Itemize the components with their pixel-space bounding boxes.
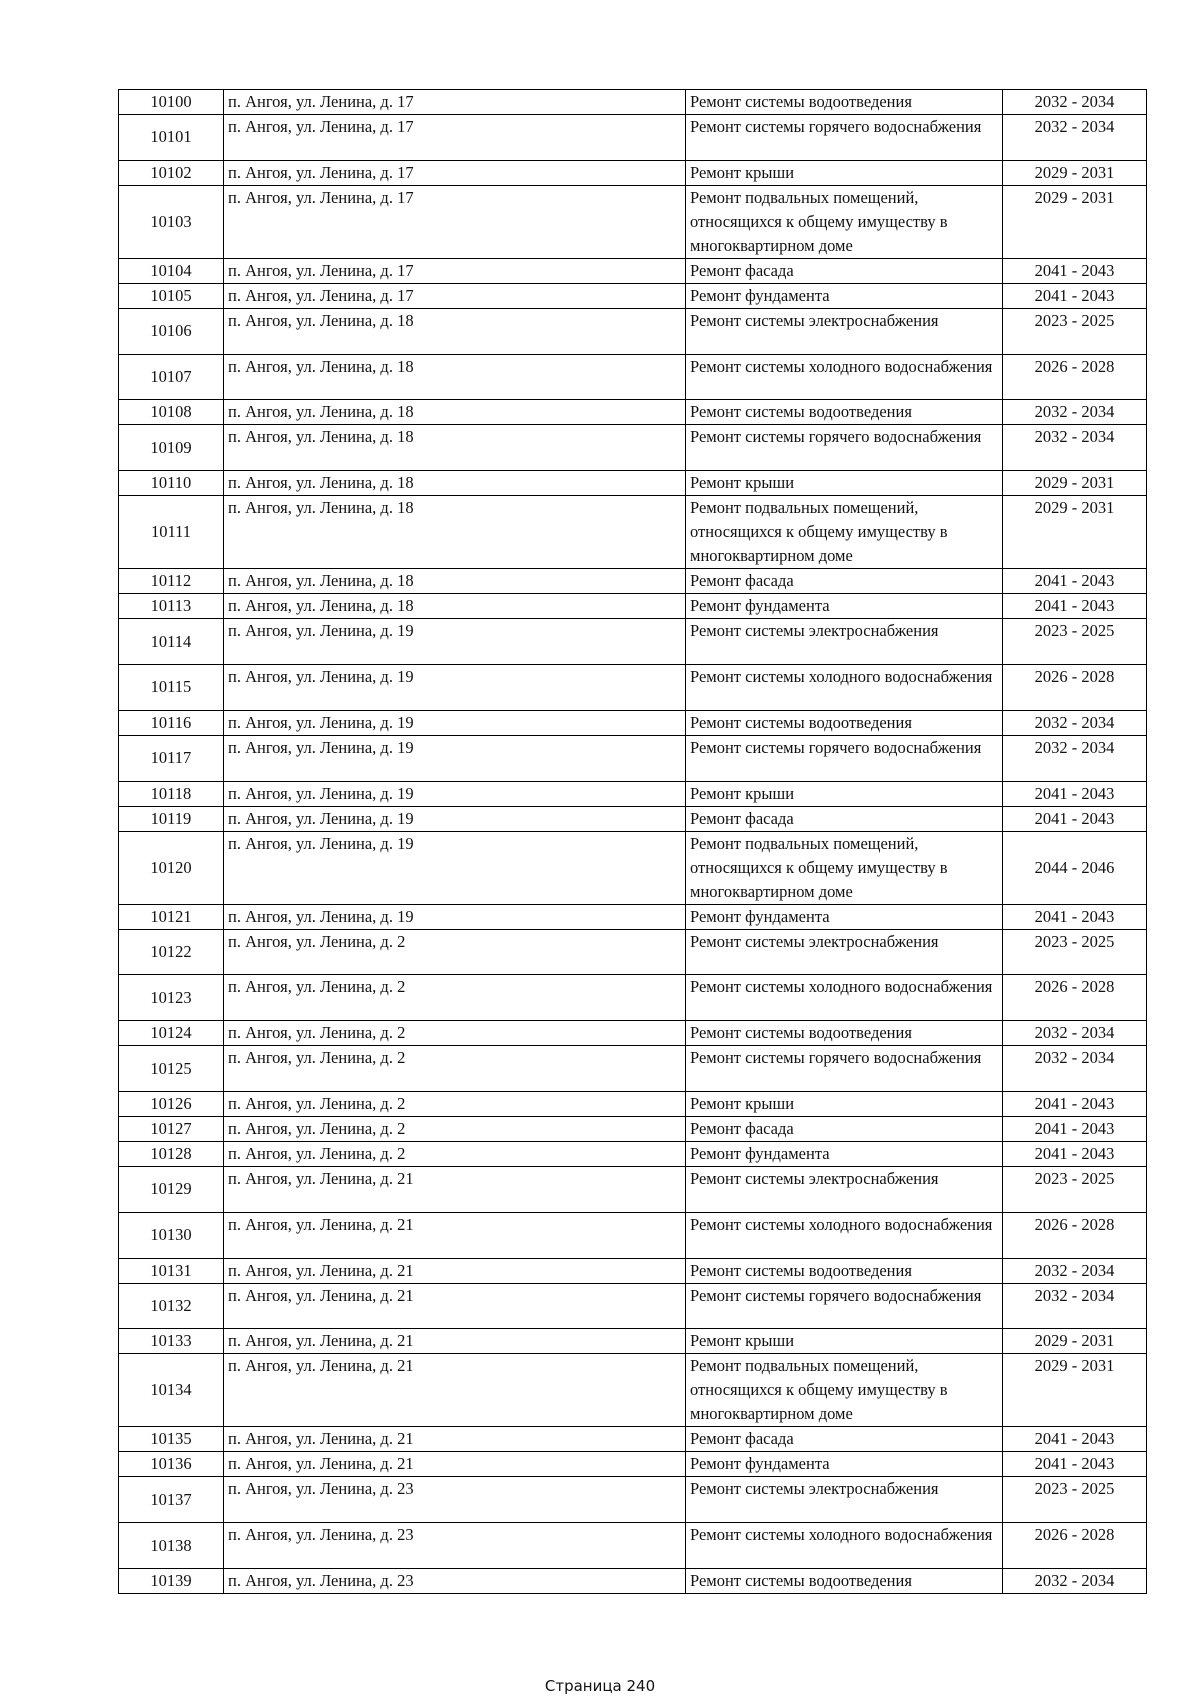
period-cell: 2041 - 2043 xyxy=(1003,1116,1147,1141)
address-cell: п. Ангоя, ул. Ленина, д. 21 xyxy=(224,1283,686,1329)
table-body xyxy=(119,90,1147,1594)
period-cell: 2026 - 2028 xyxy=(1003,975,1147,1021)
table-row xyxy=(119,1258,1147,1283)
table-row xyxy=(119,710,1147,735)
period-cell: 2041 - 2043 xyxy=(1003,1141,1147,1166)
period-cell: 2032 - 2034 xyxy=(1003,1021,1147,1046)
period-cell: 2032 - 2034 xyxy=(1003,425,1147,471)
work-type-cell: Ремонт системы водоотведения xyxy=(686,710,1003,735)
address-cell: п. Ангоя, ул. Ленина, д. 21 xyxy=(224,1329,686,1354)
period-cell: 2029 - 2031 xyxy=(1003,160,1147,185)
period-cell: 2026 - 2028 xyxy=(1003,664,1147,710)
period-cell: 2041 - 2043 xyxy=(1003,569,1147,594)
address-cell: п. Ангоя, ул. Ленина, д. 2 xyxy=(224,1116,686,1141)
row-number-cell: 10112 xyxy=(119,569,224,594)
work-type-cell: Ремонт фундамента xyxy=(686,283,1003,308)
row-number-cell: 10105 xyxy=(119,283,224,308)
work-type-cell: Ремонт системы электроснабжения xyxy=(686,619,1003,665)
work-type-cell: Ремонт системы горячего водоснабжения xyxy=(686,115,1003,161)
address-cell: п. Ангоя, ул. Ленина, д. 17 xyxy=(224,160,686,185)
period-cell: 2041 - 2043 xyxy=(1003,1427,1147,1452)
address-cell: п. Ангоя, ул. Ленина, д. 2 xyxy=(224,1046,686,1092)
work-type-cell: Ремонт системы электроснабжения xyxy=(686,1477,1003,1523)
period-cell: 2041 - 2043 xyxy=(1003,781,1147,806)
period-cell: 2023 - 2025 xyxy=(1003,308,1147,354)
row-number-cell: 10119 xyxy=(119,806,224,831)
row-number-cell: 10114 xyxy=(119,619,224,665)
row-number-cell: 10130 xyxy=(119,1212,224,1258)
work-type-cell: Ремонт системы холодного водоснабжения xyxy=(686,1523,1003,1569)
address-cell: п. Ангоя, ул. Ленина, д. 21 xyxy=(224,1452,686,1477)
row-number-cell: 10115 xyxy=(119,664,224,710)
period-cell: 2026 - 2028 xyxy=(1003,354,1147,400)
table-row xyxy=(119,1568,1147,1593)
work-type-cell: Ремонт подвальных помещений, относящихся к общему имуществу в многоквартирном доме xyxy=(686,185,1003,258)
row-number-cell: 10106 xyxy=(119,308,224,354)
table-row xyxy=(119,1354,1147,1427)
period-cell: 2041 - 2043 xyxy=(1003,904,1147,929)
period-cell: 2041 - 2043 xyxy=(1003,258,1147,283)
row-number-cell: 10107 xyxy=(119,354,224,400)
row-number-cell: 10135 xyxy=(119,1427,224,1452)
period-cell: 2032 - 2034 xyxy=(1003,400,1147,425)
address-cell: п. Ангоя, ул. Ленина, д. 23 xyxy=(224,1568,686,1593)
address-cell: п. Ангоя, ул. Ленина, д. 21 xyxy=(224,1427,686,1452)
address-cell: п. Ангоя, ул. Ленина, д. 17 xyxy=(224,283,686,308)
address-cell: п. Ангоя, ул. Ленина, д. 18 xyxy=(224,425,686,471)
work-type-cell: Ремонт системы холодного водоснабжения xyxy=(686,975,1003,1021)
address-cell: п. Ангоя, ул. Ленина, д. 17 xyxy=(224,115,686,161)
work-type-cell: Ремонт системы водоотведения xyxy=(686,400,1003,425)
address-cell: п. Ангоя, ул. Ленина, д. 23 xyxy=(224,1477,686,1523)
row-number-cell: 10124 xyxy=(119,1021,224,1046)
address-cell: п. Ангоя, ул. Ленина, д. 19 xyxy=(224,831,686,904)
table-row xyxy=(119,1452,1147,1477)
work-type-cell: Ремонт системы горячего водоснабжения xyxy=(686,735,1003,781)
period-cell: 2041 - 2043 xyxy=(1003,1091,1147,1116)
table-row xyxy=(119,115,1147,161)
row-number-cell: 10126 xyxy=(119,1091,224,1116)
work-type-cell: Ремонт системы электроснабжения xyxy=(686,1166,1003,1212)
work-type-cell: Ремонт подвальных помещений, относящихся к общему имуществу в многоквартирном доме xyxy=(686,1354,1003,1427)
address-cell: п. Ангоя, ул. Ленина, д. 18 xyxy=(224,569,686,594)
address-cell: п. Ангоя, ул. Ленина, д. 23 xyxy=(224,1523,686,1569)
row-number-cell: 10137 xyxy=(119,1477,224,1523)
work-type-cell: Ремонт фундамента xyxy=(686,904,1003,929)
address-cell: п. Ангоя, ул. Ленина, д. 18 xyxy=(224,308,686,354)
work-type-cell: Ремонт крыши xyxy=(686,1091,1003,1116)
table-row xyxy=(119,1329,1147,1354)
period-cell: 2032 - 2034 xyxy=(1003,90,1147,115)
period-cell: 2032 - 2034 xyxy=(1003,735,1147,781)
row-number-cell: 10117 xyxy=(119,735,224,781)
table-row xyxy=(119,1091,1147,1116)
table-row xyxy=(119,1477,1147,1523)
work-type-cell: Ремонт фундамента xyxy=(686,1141,1003,1166)
work-type-cell: Ремонт системы электроснабжения xyxy=(686,929,1003,975)
table-row xyxy=(119,1116,1147,1141)
table-row xyxy=(119,1212,1147,1258)
period-cell: 2026 - 2028 xyxy=(1003,1212,1147,1258)
work-type-cell: Ремонт системы водоотведения xyxy=(686,1568,1003,1593)
period-cell: 2029 - 2031 xyxy=(1003,471,1147,496)
row-number-cell: 10100 xyxy=(119,90,224,115)
table-row xyxy=(119,185,1147,258)
row-number-cell: 10111 xyxy=(119,496,224,569)
table-row xyxy=(119,904,1147,929)
row-number-cell: 10108 xyxy=(119,400,224,425)
period-cell: 2032 - 2034 xyxy=(1003,1258,1147,1283)
row-number-cell: 10104 xyxy=(119,258,224,283)
period-cell: 2023 - 2025 xyxy=(1003,1166,1147,1212)
address-cell: п. Ангоя, ул. Ленина, д. 17 xyxy=(224,258,686,283)
address-cell: п. Ангоя, ул. Ленина, д. 19 xyxy=(224,735,686,781)
row-number-cell: 10116 xyxy=(119,710,224,735)
row-number-cell: 10120 xyxy=(119,831,224,904)
row-number-cell: 10110 xyxy=(119,471,224,496)
address-cell: п. Ангоя, ул. Ленина, д. 21 xyxy=(224,1166,686,1212)
work-type-cell: Ремонт фундамента xyxy=(686,1452,1003,1477)
address-cell: п. Ангоя, ул. Ленина, д. 19 xyxy=(224,781,686,806)
work-type-cell: Ремонт системы холодного водоснабжения xyxy=(686,354,1003,400)
table-row xyxy=(119,929,1147,975)
address-cell: п. Ангоя, ул. Ленина, д. 18 xyxy=(224,354,686,400)
table-row xyxy=(119,664,1147,710)
work-type-cell: Ремонт системы водоотведения xyxy=(686,1258,1003,1283)
work-type-cell: Ремонт фундамента xyxy=(686,594,1003,619)
table-row xyxy=(119,1021,1147,1046)
work-type-cell: Ремонт системы горячего водоснабжения xyxy=(686,425,1003,471)
table-row xyxy=(119,90,1147,115)
row-number-cell: 10133 xyxy=(119,1329,224,1354)
address-cell: п. Ангоя, ул. Ленина, д. 2 xyxy=(224,1091,686,1116)
row-number-cell: 10136 xyxy=(119,1452,224,1477)
work-type-cell: Ремонт фасада xyxy=(686,1116,1003,1141)
page-number: Страница 240 xyxy=(544,1677,656,1695)
work-type-cell: Ремонт системы водоотведения xyxy=(686,1021,1003,1046)
period-cell: 2029 - 2031 xyxy=(1003,496,1147,569)
period-cell: 2041 - 2043 xyxy=(1003,283,1147,308)
address-cell: п. Ангоя, ул. Ленина, д. 2 xyxy=(224,929,686,975)
address-cell: п. Ангоя, ул. Ленина, д. 2 xyxy=(224,1021,686,1046)
address-cell: п. Ангоя, ул. Ленина, д. 2 xyxy=(224,975,686,1021)
table-row xyxy=(119,283,1147,308)
period-cell: 2023 - 2025 xyxy=(1003,619,1147,665)
address-cell: п. Ангоя, ул. Ленина, д. 18 xyxy=(224,471,686,496)
period-cell: 2029 - 2031 xyxy=(1003,1354,1147,1427)
work-type-cell: Ремонт системы электроснабжения xyxy=(686,308,1003,354)
row-number-cell: 10102 xyxy=(119,160,224,185)
table-row xyxy=(119,1283,1147,1329)
row-number-cell: 10139 xyxy=(119,1568,224,1593)
table-row xyxy=(119,975,1147,1021)
work-type-cell: Ремонт подвальных помещений, относящихся к общему имуществу в многоквартирном доме xyxy=(686,496,1003,569)
work-type-cell: Ремонт системы горячего водоснабжения xyxy=(686,1046,1003,1092)
address-cell: п. Ангоя, ул. Ленина, д. 17 xyxy=(224,90,686,115)
work-type-cell: Ремонт крыши xyxy=(686,1329,1003,1354)
period-cell: 2023 - 2025 xyxy=(1003,929,1147,975)
table-row xyxy=(119,425,1147,471)
table-row xyxy=(119,1046,1147,1092)
table-row xyxy=(119,471,1147,496)
row-number-cell: 10113 xyxy=(119,594,224,619)
table-row xyxy=(119,258,1147,283)
address-cell: п. Ангоя, ул. Ленина, д. 21 xyxy=(224,1354,686,1427)
work-type-cell: Ремонт системы холодного водоснабжения xyxy=(686,1212,1003,1258)
table-row xyxy=(119,1427,1147,1452)
row-number-cell: 10132 xyxy=(119,1283,224,1329)
period-cell: 2032 - 2034 xyxy=(1003,1283,1147,1329)
row-number-cell: 10109 xyxy=(119,425,224,471)
address-cell: п. Ангоя, ул. Ленина, д. 19 xyxy=(224,806,686,831)
table-row xyxy=(119,496,1147,569)
row-number-cell: 10103 xyxy=(119,185,224,258)
table-row xyxy=(119,354,1147,400)
capital-repair-table xyxy=(118,89,1147,1594)
period-cell: 2044 - 2046 xyxy=(1003,831,1147,904)
address-cell: п. Ангоя, ул. Ленина, д. 17 xyxy=(224,185,686,258)
row-number-cell: 10123 xyxy=(119,975,224,1021)
row-number-cell: 10125 xyxy=(119,1046,224,1092)
period-cell: 2029 - 2031 xyxy=(1003,1329,1147,1354)
work-type-cell: Ремонт системы горячего водоснабжения xyxy=(686,1283,1003,1329)
work-type-cell: Ремонт фасада xyxy=(686,569,1003,594)
row-number-cell: 10122 xyxy=(119,929,224,975)
address-cell: п. Ангоя, ул. Ленина, д. 18 xyxy=(224,594,686,619)
row-number-cell: 10138 xyxy=(119,1523,224,1569)
table-row xyxy=(119,619,1147,665)
table-row xyxy=(119,1523,1147,1569)
period-cell: 2032 - 2034 xyxy=(1003,710,1147,735)
table-row xyxy=(119,1141,1147,1166)
table-row xyxy=(119,806,1147,831)
period-cell: 2026 - 2028 xyxy=(1003,1523,1147,1569)
row-number-cell: 10101 xyxy=(119,115,224,161)
table-row xyxy=(119,831,1147,904)
period-cell: 2032 - 2034 xyxy=(1003,115,1147,161)
work-type-cell: Ремонт фасада xyxy=(686,1427,1003,1452)
row-number-cell: 10127 xyxy=(119,1116,224,1141)
table-row xyxy=(119,735,1147,781)
address-cell: п. Ангоя, ул. Ленина, д. 19 xyxy=(224,619,686,665)
table-row xyxy=(119,308,1147,354)
address-cell: п. Ангоя, ул. Ленина, д. 19 xyxy=(224,710,686,735)
table-row xyxy=(119,160,1147,185)
period-cell: 2032 - 2034 xyxy=(1003,1568,1147,1593)
table-row xyxy=(119,569,1147,594)
address-cell: п. Ангоя, ул. Ленина, д. 21 xyxy=(224,1212,686,1258)
row-number-cell: 10134 xyxy=(119,1354,224,1427)
row-number-cell: 10118 xyxy=(119,781,224,806)
work-type-cell: Ремонт системы холодного водоснабжения xyxy=(686,664,1003,710)
work-type-cell: Ремонт системы водоотведения xyxy=(686,90,1003,115)
period-cell: 2023 - 2025 xyxy=(1003,1477,1147,1523)
table-row xyxy=(119,1166,1147,1212)
address-cell: п. Ангоя, ул. Ленина, д. 21 xyxy=(224,1258,686,1283)
address-cell: п. Ангоя, ул. Ленина, д. 18 xyxy=(224,400,686,425)
work-type-cell: Ремонт фасада xyxy=(686,806,1003,831)
address-cell: п. Ангоя, ул. Ленина, д. 19 xyxy=(224,904,686,929)
period-cell: 2032 - 2034 xyxy=(1003,1046,1147,1092)
work-type-cell: Ремонт подвальных помещений, относящихся к общему имуществу в многоквартирном доме xyxy=(686,831,1003,904)
table-row xyxy=(119,400,1147,425)
table-row xyxy=(119,781,1147,806)
period-cell: 2041 - 2043 xyxy=(1003,594,1147,619)
address-cell: п. Ангоя, ул. Ленина, д. 18 xyxy=(224,496,686,569)
address-cell: п. Ангоя, ул. Ленина, д. 19 xyxy=(224,664,686,710)
work-type-cell: Ремонт крыши xyxy=(686,160,1003,185)
row-number-cell: 10121 xyxy=(119,904,224,929)
work-type-cell: Ремонт крыши xyxy=(686,781,1003,806)
period-cell: 2029 - 2031 xyxy=(1003,185,1147,258)
period-cell: 2041 - 2043 xyxy=(1003,806,1147,831)
table-row xyxy=(119,594,1147,619)
row-number-cell: 10128 xyxy=(119,1141,224,1166)
row-number-cell: 10129 xyxy=(119,1166,224,1212)
address-cell: п. Ангоя, ул. Ленина, д. 2 xyxy=(224,1141,686,1166)
period-cell: 2041 - 2043 xyxy=(1003,1452,1147,1477)
work-type-cell: Ремонт крыши xyxy=(686,471,1003,496)
row-number-cell: 10131 xyxy=(119,1258,224,1283)
work-type-cell: Ремонт фасада xyxy=(686,258,1003,283)
